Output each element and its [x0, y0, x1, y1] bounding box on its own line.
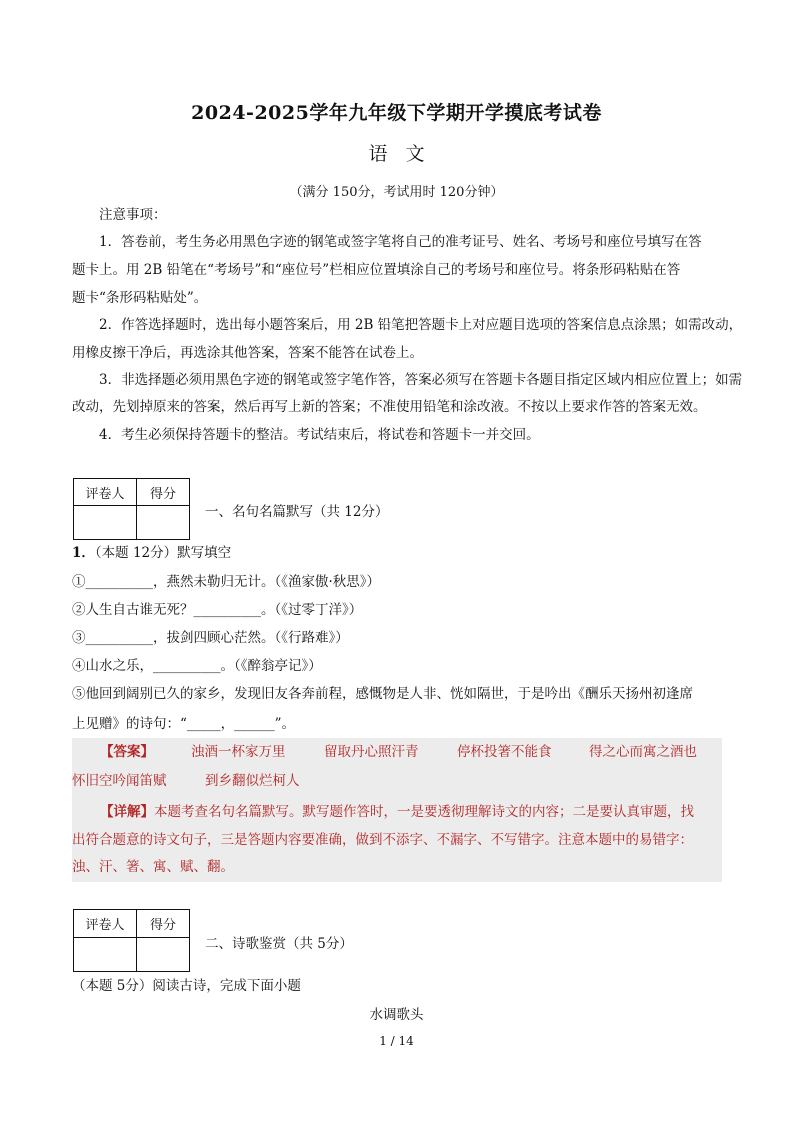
question1-text: （本题 12分）默写填空	[94, 545, 232, 561]
notice-item4: 4．考生必须保持答题卡的整洁。考试结束后，将试卷和答题卡一并交回。	[99, 427, 540, 443]
score-header: 得分	[137, 479, 190, 506]
question1-title	[72, 543, 231, 563]
detail-text-1: 本题考查名句名篇默写。默写题作答时，一是要透彻理解诗文的内容；二是要认真审题，找	[154, 804, 694, 820]
grader-cell[interactable]	[74, 506, 137, 540]
detail-line1	[100, 802, 694, 822]
grader-cell-2[interactable]	[74, 938, 137, 972]
fill-line-5a: ⑤他回到阔别已久的家乡，发现旧友各奔前程，感慨物是人非、恍如隔世，于是吟出《酬乐天扬州初逢席	[72, 686, 693, 702]
notice-heading: 注意事项：	[99, 207, 167, 223]
notice-item3-line2: 改动，先划掉原来的答案，然后再写上新的答案；不准使用铅笔和涂改液。不按以上要求作答的答案无效。	[72, 399, 707, 415]
answer-item-1: 浊酒一杯家万里	[191, 744, 286, 760]
fill-line-1: ①__________，燕然未勒归无计。（《渔家傲·秋思》）	[72, 574, 381, 590]
subject-title: 语文	[368, 143, 443, 165]
answer-item-5: 怀旧空吟闻笛赋	[72, 773, 167, 789]
question1-number: 1．	[72, 545, 95, 561]
notice-item2-line1: 2．作答选择题时，选出每小题答案后，用 2B 铅笔把答题卡上对应题目选项的答案信息点涂黑；如需改动，	[99, 317, 743, 333]
notice-item1-line3: 题卡“条形码粘贴处”。	[72, 290, 208, 306]
score-header-2: 得分	[137, 910, 190, 938]
notice-item1-line1: 1．答卷前，考生务必用黑色字迹的钢笔或签字笔将自己的准考证号、姓名、考场号和座位号填写在答	[99, 234, 702, 250]
score-cell[interactable]	[137, 506, 190, 540]
notice-item3-line1: 3．非选择题必须用黑色字迹的钢笔或签字笔作答，答案必须写在答题卡各题目指定区域内相应位置上；如需	[99, 372, 743, 388]
score-info: （满分 150分，考试用时 120分钟）	[289, 185, 504, 200]
answer-item-2: 留取丹心照汗青	[324, 744, 419, 760]
poem-title: 水调歌头	[369, 1007, 424, 1023]
fill-line-3: ③__________，拔剑四顾心茫然。（《行路难》）	[72, 630, 349, 646]
detail-line3: 浊、汗、箸、寓、赋、翻。	[72, 859, 234, 875]
fill-line-4: ④山水之乐，__________。（《醉翁亭记》）	[72, 658, 322, 674]
answer-item-3: 停杯投箸不能食	[457, 744, 552, 760]
page-number: 1 / 14	[379, 1034, 414, 1048]
grader-header-2: 评卷人	[74, 910, 137, 938]
exam-title: 2024-2025学年九年级下学期开学摸底考试卷	[191, 102, 602, 124]
answer-item-6: 到乡翻似烂柯人	[205, 773, 300, 789]
score-cell-2[interactable]	[137, 938, 190, 972]
fill-line-5b: 上见赠》的诗句：“_____，______”。	[72, 716, 296, 732]
detail-line2: 出符合题意的诗文句子，三是答题内容要准确，做到不添字、不漏字、不写错字。注意本题中的易错字：	[72, 832, 693, 848]
notice-item1-line2: 题卡上。用 2B 铅笔在“考场号”和“座位号”栏相应位置填涂自己的考场号和座位号。将条形码粘贴在答	[72, 262, 681, 278]
section2-question: （本题 5分）阅读古诗，完成下面小题	[72, 978, 301, 994]
fill-line-2: ②人生自古谁无死？__________。（《过零丁洋》）	[72, 602, 363, 618]
section1-heading: 一、名句名篇默写（共 12分）	[205, 504, 389, 520]
answer-item-4: 得之心而寓之酒也	[589, 744, 697, 760]
grader-header: 评卷人	[74, 479, 137, 506]
answer-line1	[100, 742, 154, 762]
answer-label: 【答案】	[100, 744, 154, 760]
grade-table-section2	[73, 909, 190, 972]
grade-table-section1	[73, 478, 190, 540]
detail-label: 【详解】	[100, 804, 154, 820]
section2-heading: 二、诗歌鉴赏（共 5分）	[205, 936, 353, 952]
notice-item2-line2: 用橡皮擦干净后，再选涂其他答案，答案不能答在试卷上。	[72, 345, 423, 361]
